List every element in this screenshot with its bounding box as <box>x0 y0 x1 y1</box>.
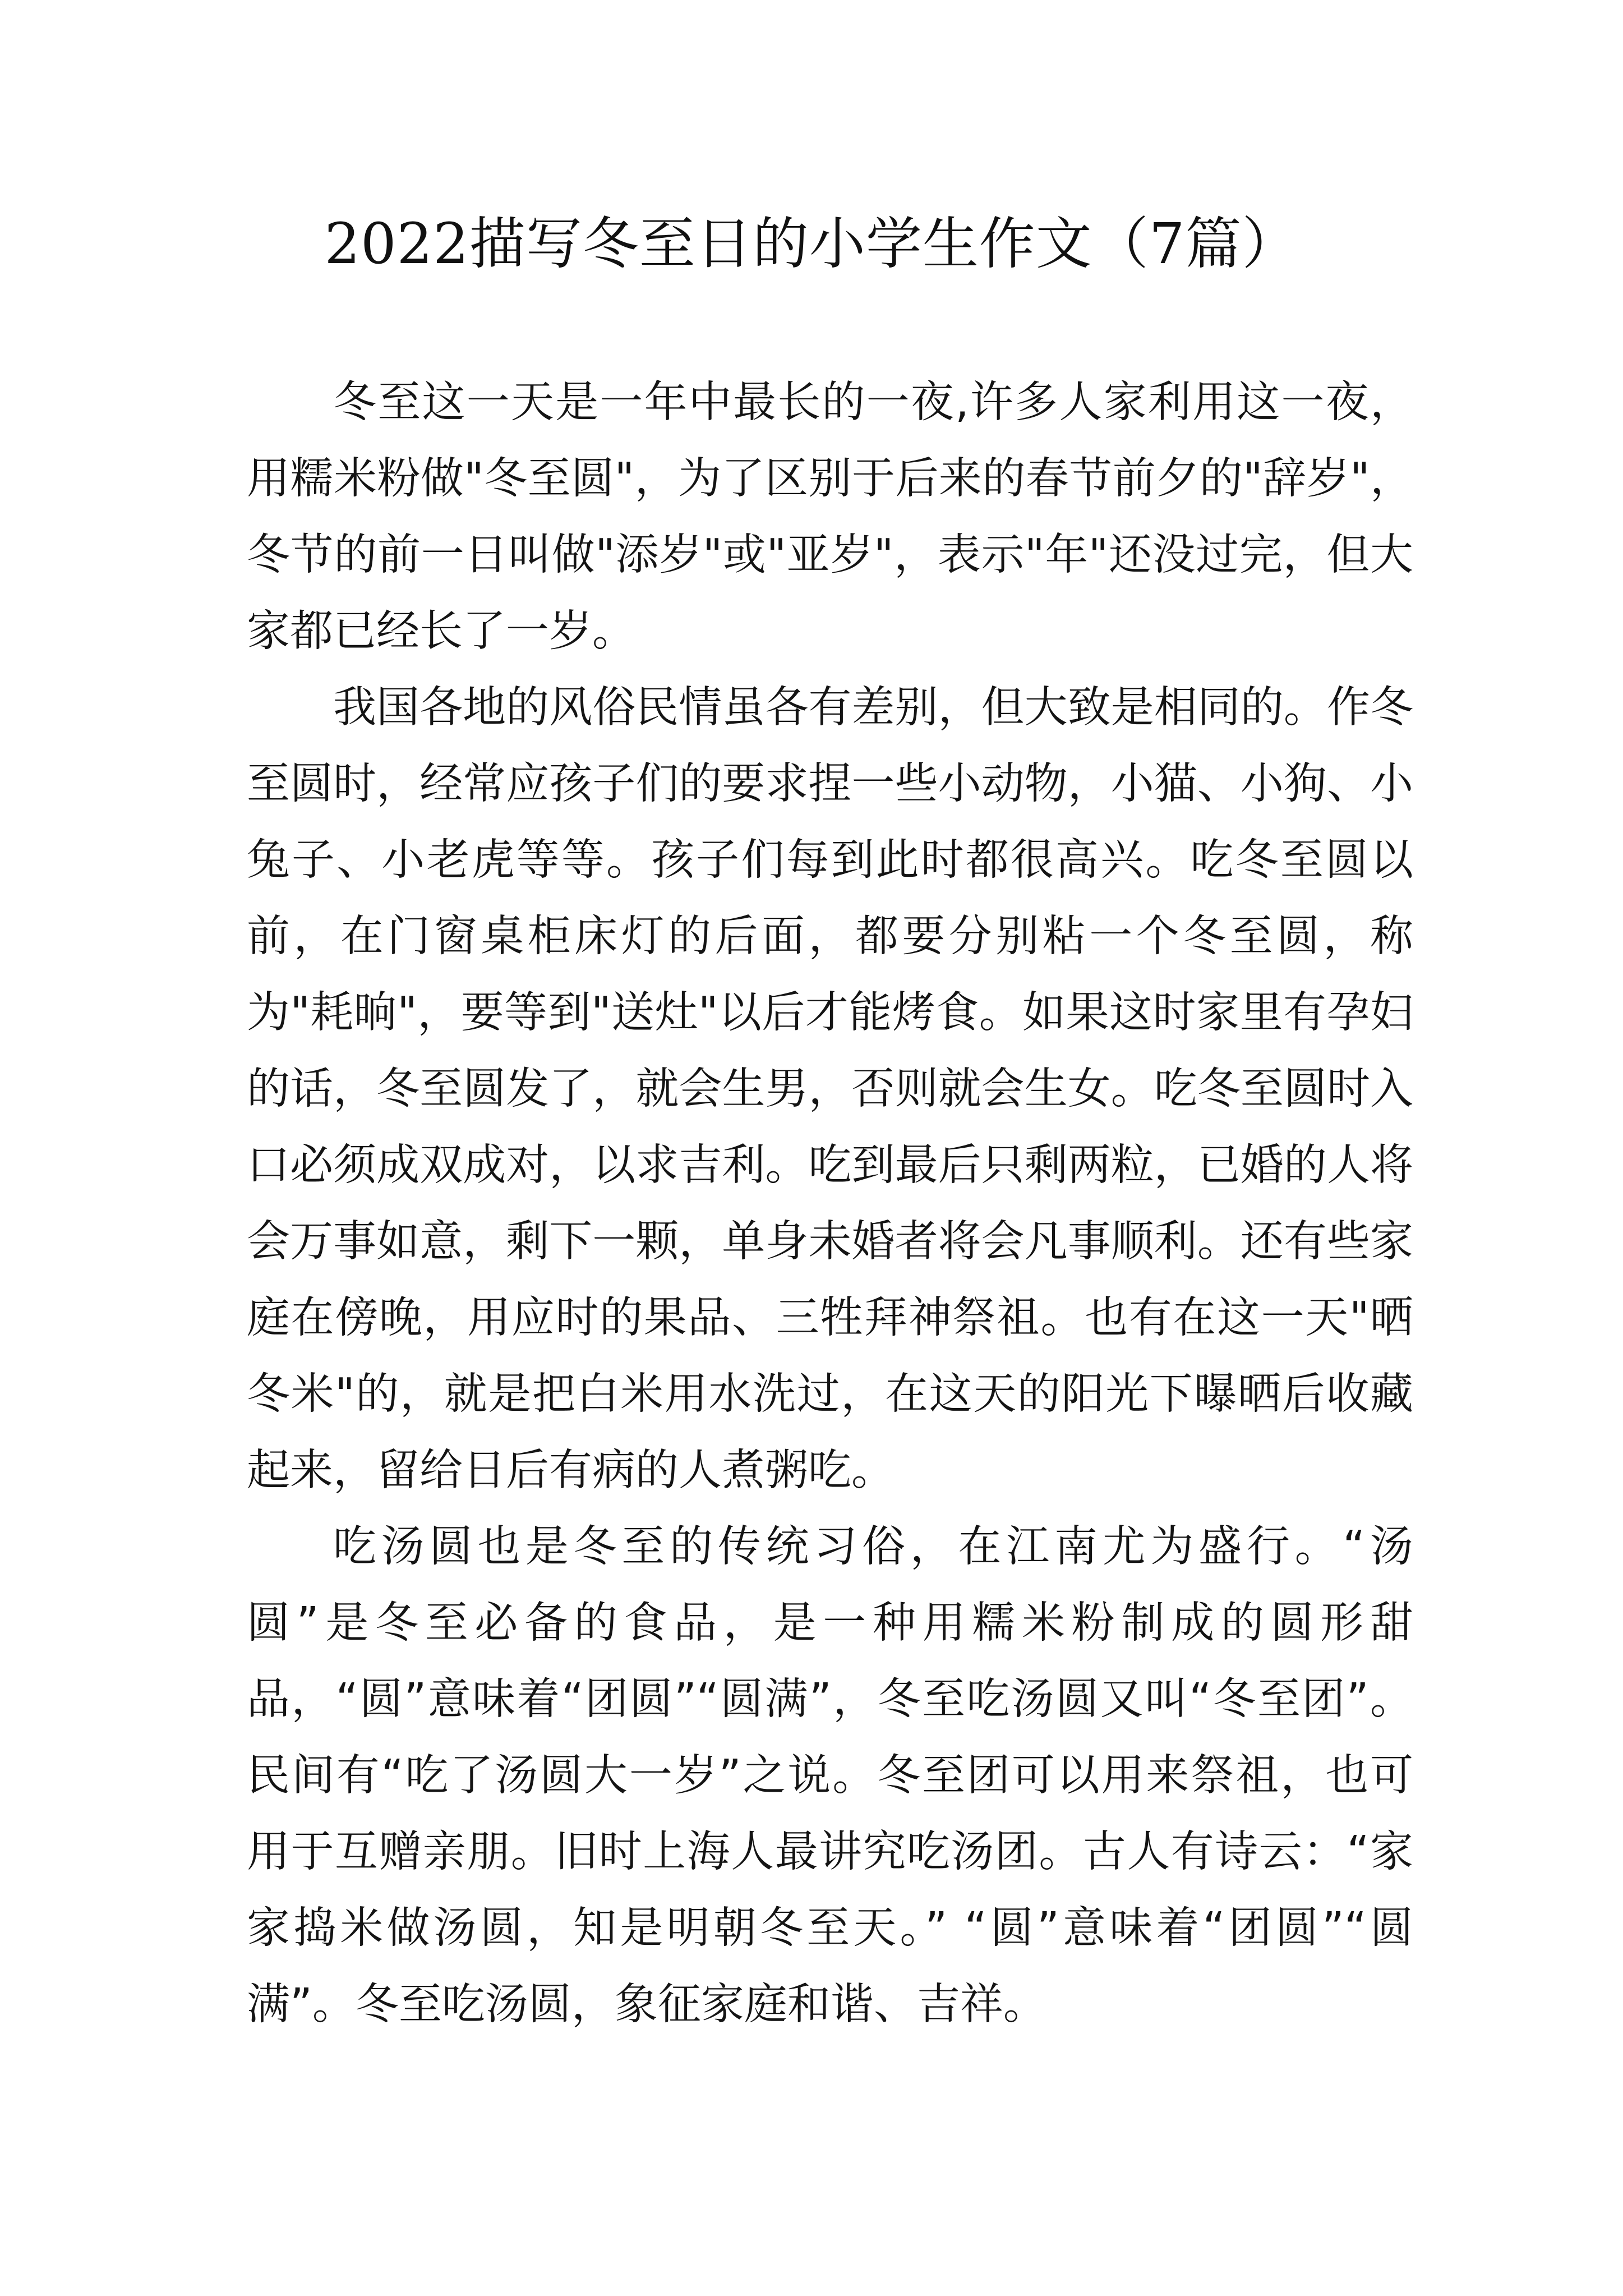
document-body <box>247 365 1413 2043</box>
paragraph-1: 冬至这一天是一年中最长的一夜,许多人家利用这一夜，用糯米粉做"冬至圆"，为了区别于后来的春节前夕的"辞岁"，冬节的前一日叫做"添岁"或"亚岁"，表示"年"还没过完，但大家都已经长了一岁。 <box>247 378 1413 656</box>
document-title: 2022描写冬至日的小学生作文（7篇） <box>324 211 1299 277</box>
paragraph-3: 吃汤圆也是冬至的传统习俗，在江南尤为盛行。“汤圆”是冬至必备的食品，是一种用糯米粉制成的圆形甜品，“圆”意味着“团圆”“圆满”，冬至吃汤圆又叫“冬至团”。民间有“吃了汤圆大一岁”之说。冬至团可以用来祭祖，也可用于互赠亲朋。旧时上海人最讲究吃汤团。古人有诗云：“家家捣米做汤圆，知是明朝冬至天。” “圆”意味着“团圆”“圆满”。冬至吃汤圆，象征家庭和谐、吉祥。 <box>247 1522 1413 2030</box>
paragraph-2: 我国各地的风俗民情虽各有差别，但大致是相同的。作冬至圆时，经常应孩子们的要求捏一些小动物，小猫、小狗、小兔子、小老虎等等。孩子们每到此时都很高兴。吃冬至圆以前，在门窗桌柜床灯的后面，都要分别粘一个冬至圆，称为"耗晌"，要等到"送灶"以后才能烤食。如果这时家里有孕妇的话，冬至圆发了，就会生男，否则就会生女。吃冬至圆时入口必须成双成对，以求吉利。吃到最后只剩两粒，已婚的人将会万事如意，剩下一颗，单身未婚者将会凡事顺利。还有些家庭在傍晚，用应时的果品、三牲拜神祭祖。也有在这一天"晒冬米"的，就是把白米用水洗过，在这天的阳光下曝晒后收藏起来，留给日后有病的人煮粥吃。 <box>247 683 1413 1496</box>
